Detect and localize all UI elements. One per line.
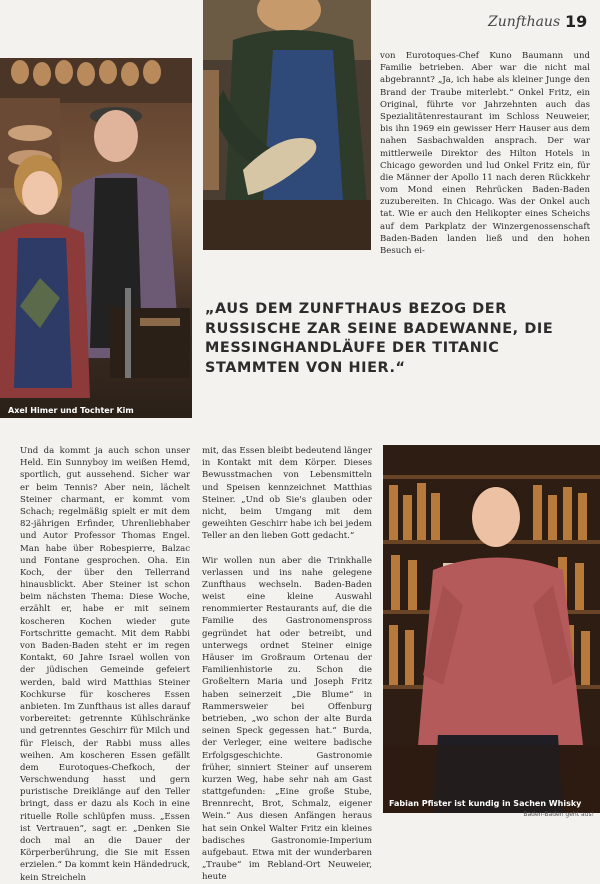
article-paragraph: mit, das Essen bleibt bedeutend länger in Kontakt mit dem Körper. Dieses Bewusstmachen von Lebensmitteln und Speisen kennzeichnet Matthias Steiner. „Und ob Sie's glauben oder nicht, beim Umgang mit dem geweihten Geschirr habe ich bei jedem Teller an den lieben Gott gedacht.“	[202, 446, 372, 542]
article-column-2	[202, 445, 372, 883]
photo-father-daughter	[0, 58, 192, 418]
photo-whisky-expert-art	[383, 445, 600, 813]
article-column-1	[20, 445, 190, 883]
photo-whisky-expert	[383, 445, 600, 813]
caption-whisky-expert: Fabian Pfister ist kundig in Sachen Whisky	[389, 799, 582, 808]
page-number: 19	[565, 12, 588, 31]
photo-shoemaker-art	[203, 0, 371, 250]
footer-label: Baden-Baden geht aus!	[523, 811, 594, 818]
article-paragraph: von Eurotoques-Chef Kuno Baumann und Familie betrieben. Aber war die nicht mal abgebrannt? „Ja, ich habe als kleiner Junge den Brand der Traube miterlebt.“ Onkel Fritz, ein Original, führte vor Jahrzehnten auch das Spezialitätenrestaurant im Schloss Neuweier, bis ihn 1969 ein gewisser Herr Hauser aus dem nahen Sasbachwalden ansprach. Der war mittlerweile Direktor des Hilton Hotels in Chicago geworden und lud Onkel Fritz ein, für die Männer der Apollo 11 nach deren Rückkehr vom Mond einen Rehrücken Baden-Baden zuzubereiten. In Chicago. Was der Onkel auch tat. Wie er auch den Helikopter eines Scheichs auf dem Parkplatz der Winzergenossenschaft Baden-Baden landen ließ und den hohen Besuch ei-	[380, 51, 590, 256]
article-column-top-right	[380, 50, 590, 256]
caption-father-daughter: Axel Himer und Tochter Kim	[8, 406, 134, 415]
photo-shoemaker	[203, 0, 371, 250]
article-paragraph: Wir wollen nun aber die Trinkhalle verlassen und ins nahe gelegene Zunfthaus wechseln. Baden-Baden weist eine kleine Auswahl renommierter Restaurants auf, die die Familie des Gastronomenspross gegründet hat oder betreibt, und unterwegs ordnet Steiner einige Häuser im Großraum Ortenau der Familienhistorie zu. Schon die Großeltern Maria und Joseph Fritz haben seinerzeit „Die Blume“ in Rammersweier bei Offenburg betrieben, „wo schon der alte Burda seinen Speck gegessen hat.“ Burda, der Verleger, eine weitere badische Erfolgsgeschichte. Gastronomie früher, sinniert Steiner auf unserem kurzen Weg, habe sehr nah am Gast stattgefunden: „Eine große Stube, Brennrecht, Brot, Schmalz, eigener Wein.“ Aus diesen Anfängen heraus hat sein Onkel Walter Fritz ein kleines badisches Gastronomie-Imperium aufgebaut. Etwa mit der wunderbaren „Traube“ im Rebland-Ort Neuweier, heute	[202, 555, 372, 883]
photo-father-daughter-art	[0, 58, 192, 418]
pull-quote: „AUS DEM ZUNFTHAUS BEZOG DER RUSSISCHE ZAR SEINE BADEWANNE, DIE MESSINGHANDLÄUFE DER TITANIC STAMMTEN VON HIER.“	[205, 301, 554, 376]
article-paragraph: Und da kommt ja auch schon unser Held. Ein Sunnyboy im weißen Hemd, sportlich, gut aussehend. Sicher war er beim Tennis? Aber nein, lächelt Steiner charmant, er kommt vom Schach; regelmäßig spielt er mit dem 82-jährigen Erfinder, Uhrenliebhaber und Autor Professor Thomas Engel. Man habe über Robespierre, Balzac und Fontane gesprochen. Oha. Ein Koch, der über den Tellerrand hinausblickt. Aber Steiner ist schon beim nächsten Thema: Diese Woche, erzählt er, habe er mit seinem koscheren Kochen wieder gute Fortschritte gemacht. Mit dem Rabbi von Baden-Baden steht er im regen Kontakt, 60 Jahre Israel wollen von der jüdischen Gemeinde gefeiert werden, bald wird Matthias Steiner Kochkurse für koscheres Essen anbieten. Im Zunfthaus ist alles darauf vorbereitet: getrennte Kühlschränke und getrenntes Geschirr für Milch und für Fleisch, der Rabbi muss alles weihen. Am koscheren Essen gefällt dem Eurotoques-Chefkoch, der Verschwendung hasst und gern puristische Dreiklänge auf den Teller bringt, dass er dazu als Koch in eine rituelle Rolle schlüpfen muss. „Essen ist Vertrauen“, sagt er. „Denken Sie doch mal an die Dauer der Körperberührung, die Sie mit Essen erzielen.“ Da kommt kein Händedruck, kein Streicheln	[20, 446, 190, 883]
section-title: Zunfthaus	[488, 14, 561, 30]
